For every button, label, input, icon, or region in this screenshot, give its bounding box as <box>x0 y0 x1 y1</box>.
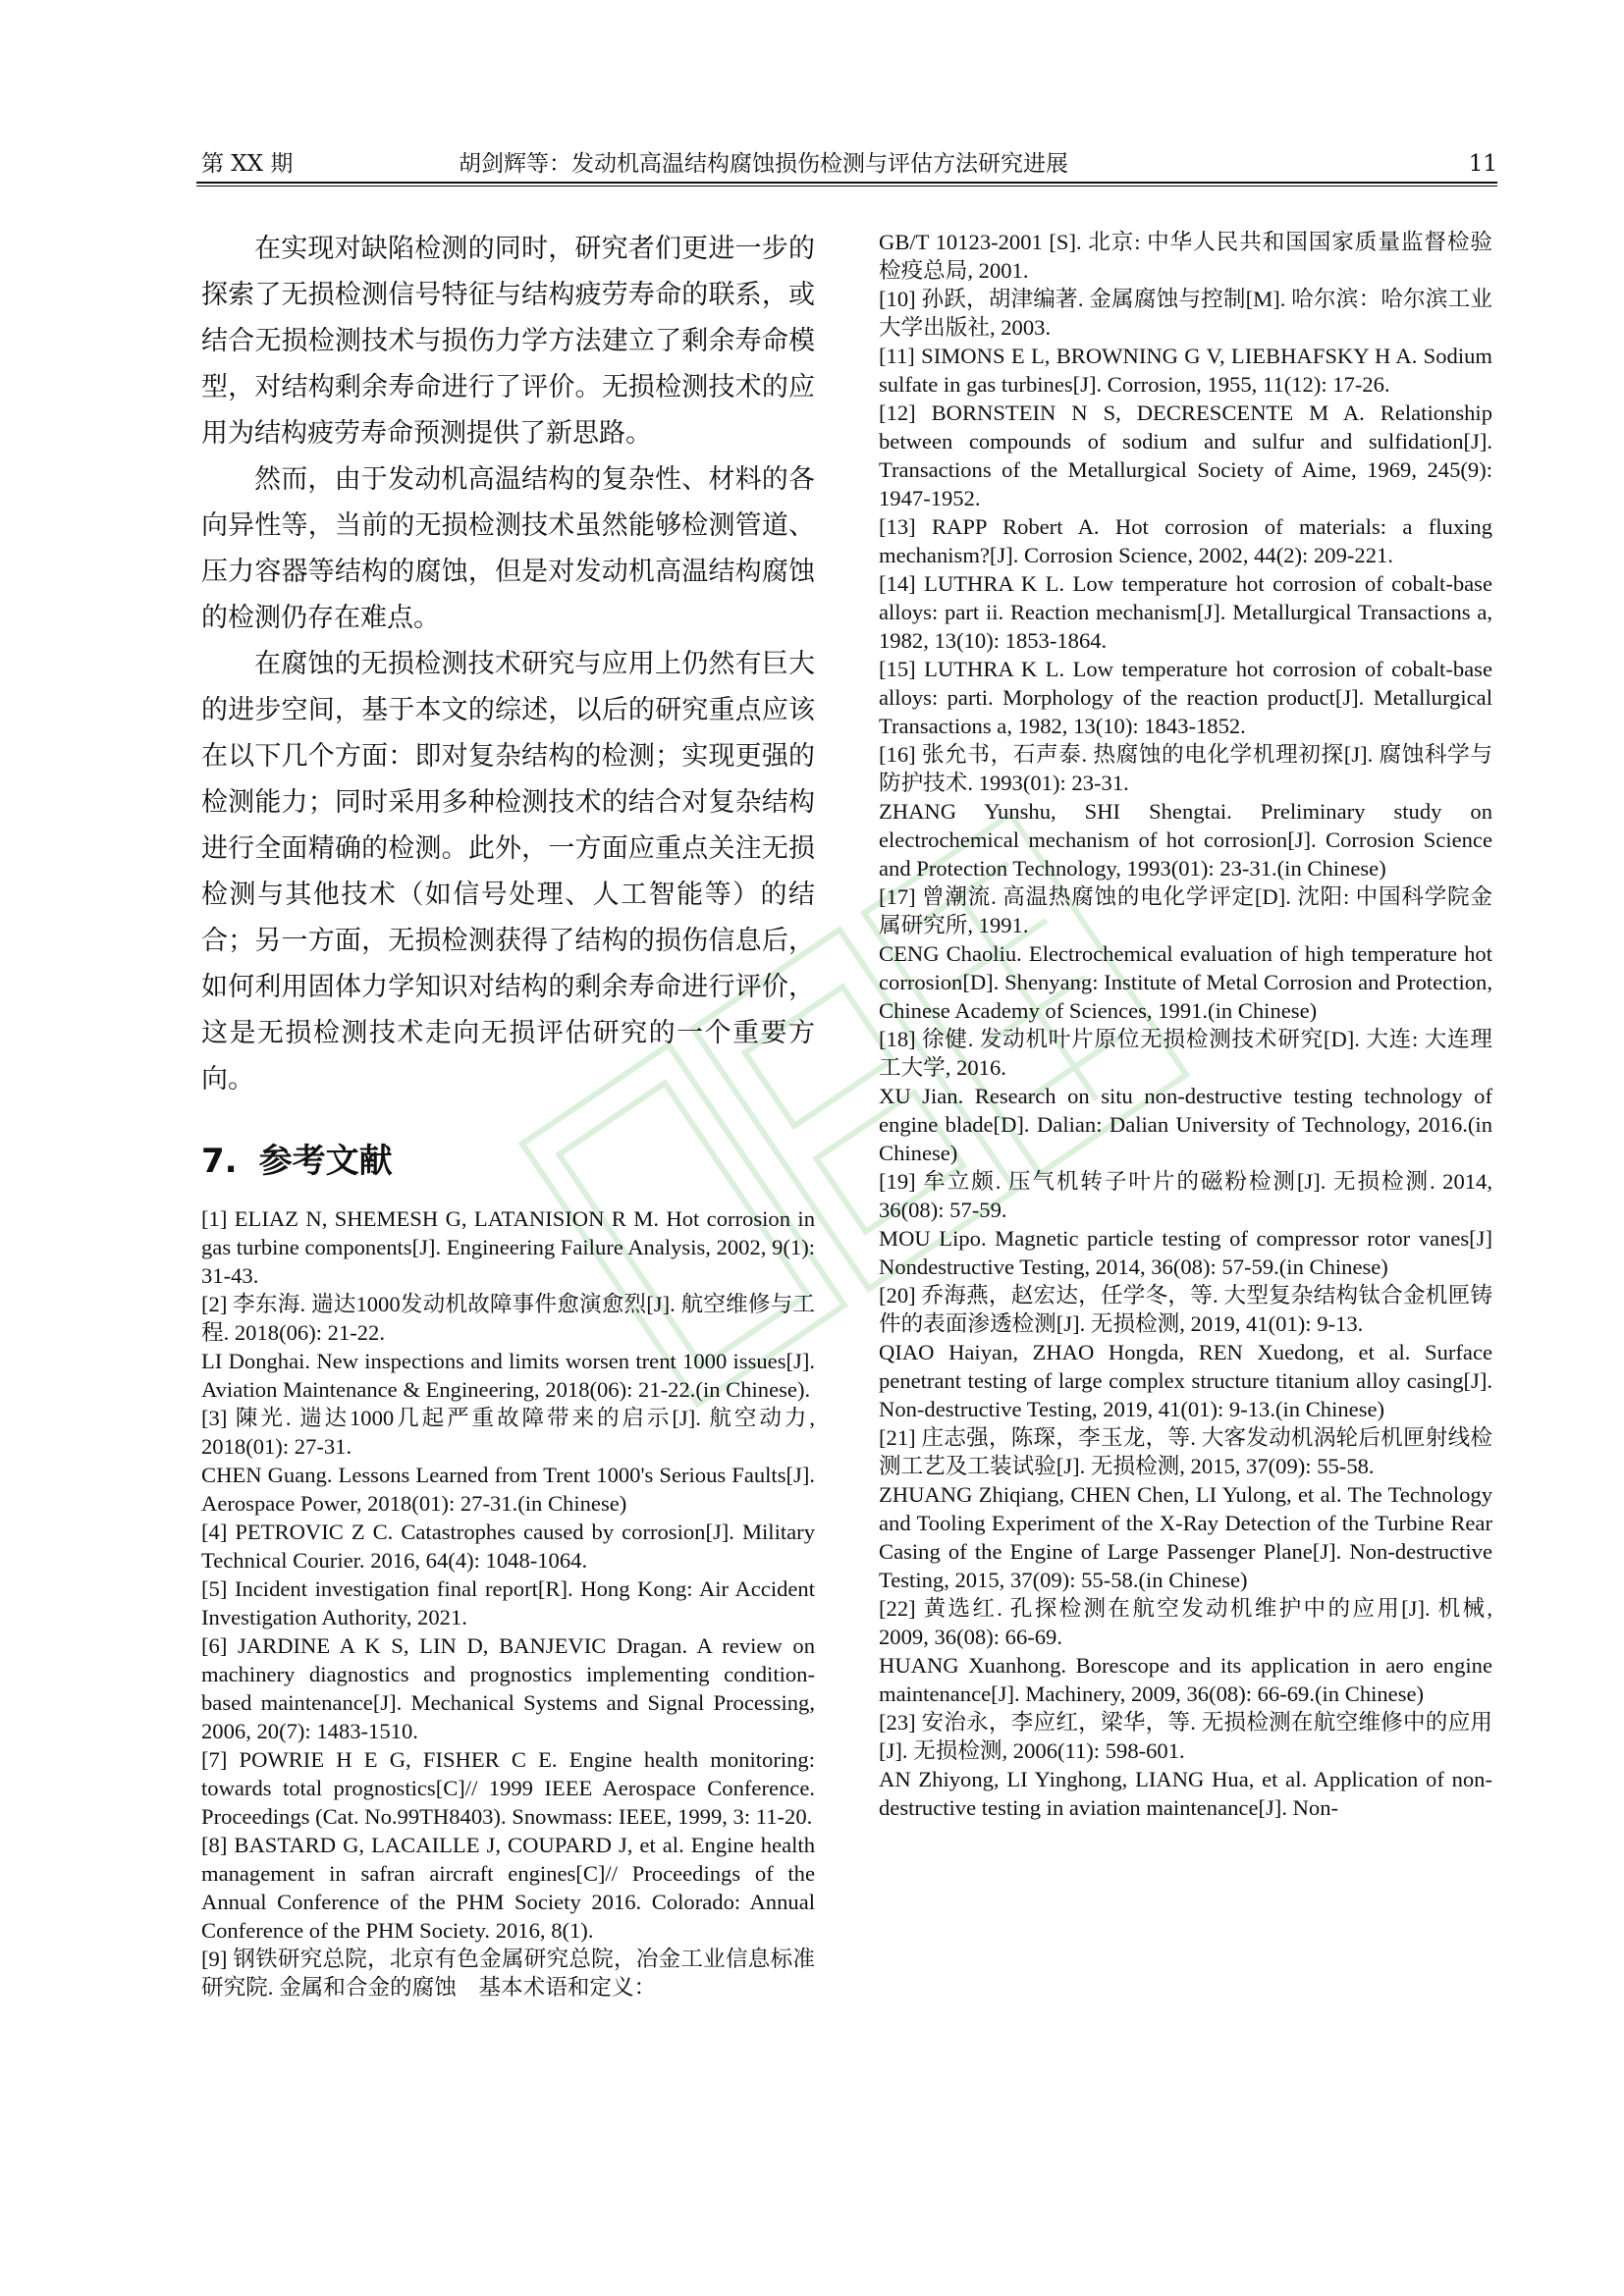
reference-item: [10] 孙跃，胡津编著. 金属腐蚀与控制[M]. 哈尔滨：哈尔滨工业大学出版社, 2003. <box>879 287 1492 340</box>
reference-list-right <box>879 228 1492 1822</box>
reference-item: [18] 徐健. 发动机叶片原位无损检测技术研究[D]. 大连: 大连理工大学, 2016. <box>879 1027 1492 1080</box>
reference-item: LI Donghai. New inspections and limits worsen trent 1000 issues[J]. Aviation Maintenance & Engineering, 2018(06): 21-22.(in Chinese). <box>201 1349 815 1402</box>
reference-item: [14] LUTHRA K L. Low temperature hot corrosion of cobalt-base alloys: part ii. Reaction mechanism[J]. Metallurgical Transactions a, 1982, 13(10): 1853-1864. <box>879 571 1492 653</box>
body-paragraph: 然而，由于发动机高温结构的复杂性、材料的各向异性等，当前的无损检测技术虽然能够检测管道、压力容器等结构的腐蚀，但是对发动机高温结构腐蚀的检测仍存在难点。 <box>201 464 815 633</box>
reference-item: [22] 黄选红. 孔探检测在航空发动机维护中的应用[J]. 机械, 2009, 36(08): 66-69. <box>879 1596 1492 1649</box>
reference-item: [1] ELIAZ N, SHEMESH G, LATANISION R M. Hot corrosion in gas turbine components[J]. Engineering Failure Analysis, 2002, 9(1): 31-43. <box>201 1206 815 1288</box>
reference-item: MOU Lipo. Magnetic particle testing of compressor rotor vanes[J] Nondestructive Testing, 2014, 36(08): 57-59.(in Chinese) <box>879 1226 1492 1279</box>
reference-item: [16] 张允书，石声泰. 热腐蚀的电化学机理初探[J]. 腐蚀科学与防护技术. 1993(01): 23-31. <box>879 742 1492 795</box>
reference-item: [15] LUTHRA K L. Low temperature hot corrosion of cobalt-base alloys: parti. Morphology of the reaction product[J]. Metallurgical Transactions a, 1982, 13(10): 1843-1852. <box>879 657 1492 738</box>
header-rule <box>196 182 1497 187</box>
running-header <box>201 147 1497 183</box>
reference-item: [5] Incident investigation final report[R]. Hong Kong: Air Accident Investigation Authority, 2021. <box>201 1576 815 1629</box>
reference-item: CHEN Guang. Lessons Learned from Trent 1000's Serious Faults[J]. Aerospace Power, 2018(01): 27-31.(in Chinese) <box>201 1463 815 1516</box>
reference-item: [8] BASTARD G, LACAILLE J, COUPARD J, et al. Engine health management in safran aircraft engines[C]// Proceedings of the Annual Conference of the PHM Society 2016. Colorado: Annual Conference of the PHM Society. 2016, 8(1). <box>201 1833 815 1943</box>
reference-item: [4] PETROVIC Z C. Catastrophes caused by corrosion[J]. Military Technical Courier. 2016, 64(4): 1048-1064. <box>201 1520 815 1573</box>
reference-item: XU Jian. Research on situ non-destructive testing technology of engine blade[D]. Dalian: Dalian University of Technology, 2016.(in Chinese) <box>879 1084 1492 1165</box>
left-column <box>201 226 815 2002</box>
section-heading <box>201 1140 815 1183</box>
reference-item: [6] JARDINE A K S, LIN D, BANJEVIC Dragan. A review on machinery diagnostics and prognostics implementing condition-based maintenance[J]. Mechanical Systems and Signal Processing, 2006, 20(7): 1483-1510. <box>201 1633 815 1743</box>
reference-item: ZHANG Yunshu, SHI Shengtai. Preliminary study on electrochemical mechanism of hot corrosion[J]. Corrosion Science and Protection Technology, 1993(01): 23-31.(in Chinese) <box>879 799 1492 881</box>
reference-item: [12] BORNSTEIN N S, DECRESCENTE M A. Relationship between compounds of sodium and sulfur and sulfidation[J]. Transactions of the Metallurgical Society of Aime, 1969, 245(9): 1947-1952. <box>879 400 1492 510</box>
section-number: 7. <box>201 1142 238 1181</box>
section-title: 参考文献 <box>258 1142 393 1181</box>
reference-item: [7] POWRIE H E G, FISHER C E. Engine health monitoring: towards total prognostics[C]// 1999 IEEE Aerospace Conference. Proceedings (Cat. No.99TH8403). Snowmass: IEEE, 1999, 3: 11-20. <box>201 1747 815 1829</box>
reference-item: [11] SIMONS E L, BROWNING G V, LIEBHAFSKY H A. Sodium sulfate in gas turbines[J]. Corrosion, 1955, 11(12): 17-26. <box>879 344 1492 397</box>
running-title: 胡剑辉等：发动机高温结构腐蚀损伤检测与评估方法研究进展 <box>459 151 1068 177</box>
reference-item: [3] 陳光. 遄达1000几起严重故障带来的启示[J]. 航空动力, 2018(01): 27-31. <box>201 1406 815 1459</box>
reference-list-left <box>201 1204 815 2002</box>
reference-item: ZHUANG Zhiqiang, CHEN Chen, LI Yulong, et al. The Technology and Tooling Experiment of the X-Ray Detection of the Turbine Rear Casing of the Engine of Large Passenger Plane[J]. Non-destructive Testing, 2015, 37(09): 55-58.(in Chinese) <box>879 1482 1492 1592</box>
issue-number: 第 XX 期 <box>201 151 294 177</box>
reference-item: CENG Chaoliu. Electrochemical evaluation of high temperature hot corrosion[D]. Shenyang: Institute of Metal Corrosion and Protection, Chinese Academy of Sciences, 1991.(in Chinese) <box>879 941 1492 1023</box>
reference-item: HUANG Xuanhong. Borescope and its application in aero engine maintenance[J]. Machinery, 2009, 36(08): 66-69.(in Chinese) <box>879 1653 1492 1706</box>
reference-item: AN Zhiyong, LI Yinghong, LIANG Hua, et al. Application of non-destructive testing in aviation maintenance[J]. Non- <box>879 1767 1492 1820</box>
reference-item: [13] RAPP Robert A. Hot corrosion of materials: a fluxing mechanism?[J]. Corrosion Science, 2002, 44(2): 209-221. <box>879 514 1492 567</box>
reference-item: [9] 钢铁研究总院，北京有色金属研究总院，冶金工业信息标准研究院. 金属和合金的腐蚀 基本术语和定义： <box>201 1947 815 2000</box>
right-column <box>879 228 1492 1822</box>
reference-item: [19] 牟立颇. 压气机转子叶片的磁粉检测[J]. 无损检测. 2014, 36(08): 57-59. <box>879 1169 1492 1222</box>
reference-item: QIAO Haiyan, ZHAO Hongda, REN Xuedong, et al. Surface penetrant testing of large complex structure titanium alloy casing[J]. Non-destructive Testing, 2019, 41(01): 9-13.(in Chinese) <box>879 1340 1492 1421</box>
body-paragraph: 在实现对缺陷检测的同时，研究者们更进一步的探索了无损检测信号特征与结构疲劳寿命的联系，或结合无损检测技术与损伤力学方法建立了剩余寿命模型，对结构剩余寿命进行了评价。无损检测技术的应用为结构疲劳寿命预测提供了新思路。 <box>201 234 815 449</box>
reference-item: [2] 李东海. 遄达1000发动机故障事件愈演愈烈[J]. 航空维修与工程. 2018(06): 21-22. <box>201 1292 815 1345</box>
reference-item: [23] 安治永，李应红，梁华，等. 无损检测在航空维修中的应用[J]. 无损检测, 2006(11): 598-601. <box>879 1710 1492 1763</box>
reference-item: [21] 庄志强，陈琛，李玉龙，等. 大客发动机涡轮后机匣射线检测工艺及工装试验[J]. 无损检测, 2015, 37(09): 55-58. <box>879 1425 1492 1478</box>
reference-item: GB/T 10123-2001 [S]. 北京: 中华人民共和国国家质量监督检验检疫总局, 2001. <box>879 230 1492 283</box>
reference-item: [17] 曾潮流. 高温热腐蚀的电化学评定[D]. 沈阳: 中国科学院金属研究所, 1991. <box>879 884 1492 937</box>
body-paragraph: 在腐蚀的无损检测技术研究与应用上仍然有巨大的进步空间，基于本文的综述，以后的研究重点应该在以下几个方面：即对复杂结构的检测；实现更强的检测能力；同时采用多种检测技术的结合对复杂结构进行全面精确的检测。此外，一方面应重点关注无损检测与其他技术（如信号处理、人工智能等）的结合；另一方面，无损检测获得了结构的损伤信息后，如何利用固体力学知识对结构的剩余寿命进行评价，这是无损检测技术走向无损评估研究的一个重要方向。 <box>201 649 815 1095</box>
page-number: 11 <box>1468 151 1497 177</box>
reference-item: [20] 乔海燕，赵宏达，任学冬，等. 大型复杂结构钛合金机匣铸件的表面渗透检测[J]. 无损检测, 2019, 41(01): 9-13. <box>879 1283 1492 1336</box>
